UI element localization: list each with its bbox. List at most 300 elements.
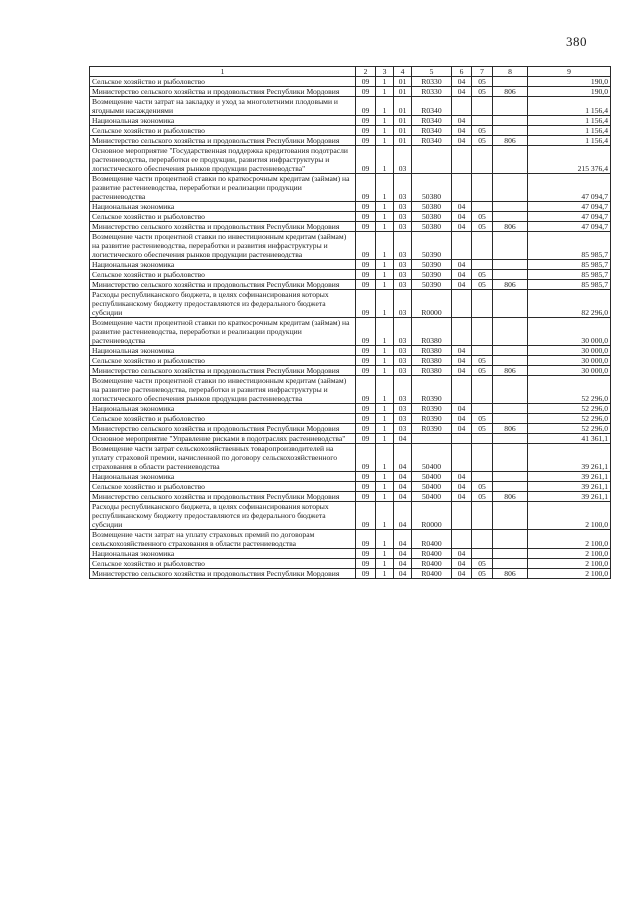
code-direction: R0330 bbox=[412, 87, 452, 97]
code-subprogram: 03 bbox=[394, 212, 412, 222]
code-program: 1 bbox=[376, 530, 394, 549]
code-subprogram: 04 bbox=[394, 569, 412, 579]
code-subsection: 05 bbox=[472, 126, 493, 136]
header-row bbox=[90, 67, 611, 77]
code-ministry: 09 bbox=[356, 126, 376, 136]
code-direction: R0400 bbox=[412, 569, 452, 579]
table-row bbox=[90, 318, 611, 346]
code-program: 1 bbox=[376, 77, 394, 87]
code-expense-type: 806 bbox=[493, 424, 528, 434]
code-expense-type bbox=[493, 502, 528, 530]
column-header: 6 bbox=[452, 67, 472, 77]
code-program: 1 bbox=[376, 97, 394, 116]
row-amount: 30 000,0 bbox=[528, 366, 611, 376]
code-subsection: 05 bbox=[472, 356, 493, 366]
code-ministry: 09 bbox=[356, 174, 376, 202]
row-amount: 2 100,0 bbox=[528, 549, 611, 559]
code-subprogram: 01 bbox=[394, 136, 412, 146]
code-subprogram: 04 bbox=[394, 492, 412, 502]
row-amount: 39 261,1 bbox=[528, 482, 611, 492]
code-subsection bbox=[472, 318, 493, 346]
code-direction: R0340 bbox=[412, 136, 452, 146]
code-ministry: 09 bbox=[356, 260, 376, 270]
code-subsection bbox=[472, 174, 493, 202]
code-subprogram: 03 bbox=[394, 424, 412, 434]
code-program: 1 bbox=[376, 280, 394, 290]
row-name: Министерство сельского хозяйства и продовольствия Республики Мордовия bbox=[90, 569, 356, 579]
row-amount: 47 094,7 bbox=[528, 222, 611, 232]
code-subsection bbox=[472, 502, 493, 530]
code-expense-type bbox=[493, 444, 528, 472]
code-program: 1 bbox=[376, 174, 394, 202]
code-section bbox=[452, 530, 472, 549]
table-row bbox=[90, 366, 611, 376]
code-expense-type bbox=[493, 126, 528, 136]
row-name: Основное мероприятие "Управление рисками в подотраслях растениеводства" bbox=[90, 434, 356, 444]
table-row bbox=[90, 126, 611, 136]
table-row bbox=[90, 434, 611, 444]
code-program: 1 bbox=[376, 482, 394, 492]
code-expense-type bbox=[493, 202, 528, 212]
row-name: Расходы республиканского бюджета, в целях софинансирования которых республиканскому бюджету предоставляются из федерального бюджета субсидии bbox=[90, 502, 356, 530]
code-program: 1 bbox=[376, 318, 394, 346]
code-subsection bbox=[472, 404, 493, 414]
row-name: Возмещение части затрат на уплату страховых премий по договорам сельскохозяйственного страхования в области растениеводства bbox=[90, 530, 356, 549]
column-header: 4 bbox=[394, 67, 412, 77]
row-amount: 30 000,0 bbox=[528, 318, 611, 346]
code-section bbox=[452, 146, 472, 174]
row-name: Сельское хозяйство и рыболовство bbox=[90, 559, 356, 569]
table-row bbox=[90, 77, 611, 87]
code-program: 1 bbox=[376, 492, 394, 502]
code-subsection: 05 bbox=[472, 424, 493, 434]
table-row bbox=[90, 87, 611, 97]
code-direction: R0380 bbox=[412, 318, 452, 346]
code-subprogram: 01 bbox=[394, 126, 412, 136]
code-subprogram: 03 bbox=[394, 232, 412, 260]
code-ministry: 09 bbox=[356, 270, 376, 280]
code-section: 04 bbox=[452, 549, 472, 559]
table-row bbox=[90, 549, 611, 559]
code-direction: 50380 bbox=[412, 222, 452, 232]
code-subprogram: 04 bbox=[394, 444, 412, 472]
row-amount: 85 985,7 bbox=[528, 260, 611, 270]
code-subsection: 05 bbox=[472, 492, 493, 502]
code-section: 04 bbox=[452, 414, 472, 424]
table-row bbox=[90, 346, 611, 356]
code-direction: R0390 bbox=[412, 376, 452, 404]
code-subprogram: 04 bbox=[394, 434, 412, 444]
row-amount: 52 296,0 bbox=[528, 376, 611, 404]
code-section bbox=[452, 290, 472, 318]
table-row bbox=[90, 260, 611, 270]
table-row bbox=[90, 569, 611, 579]
code-section: 04 bbox=[452, 366, 472, 376]
code-direction: R0390 bbox=[412, 404, 452, 414]
code-subsection bbox=[472, 549, 493, 559]
code-section: 04 bbox=[452, 492, 472, 502]
row-name: Национальная экономика bbox=[90, 404, 356, 414]
code-direction: 50400 bbox=[412, 472, 452, 482]
row-name: Сельское хозяйство и рыболовство bbox=[90, 212, 356, 222]
code-subsection bbox=[472, 290, 493, 318]
code-program: 1 bbox=[376, 87, 394, 97]
code-subprogram: 03 bbox=[394, 414, 412, 424]
code-program: 1 bbox=[376, 472, 394, 482]
code-expense-type bbox=[493, 318, 528, 346]
code-ministry: 09 bbox=[356, 280, 376, 290]
row-name: Сельское хозяйство и рыболовство bbox=[90, 126, 356, 136]
code-expense-type bbox=[493, 356, 528, 366]
code-subprogram: 01 bbox=[394, 97, 412, 116]
row-name: Возмещение части затрат сельскохозяйственных товаропроизводителей на уплату страховой премии, начисленной по договору сельскохозяйственного страхования в области растениеводства bbox=[90, 444, 356, 472]
table-row bbox=[90, 492, 611, 502]
code-direction: 50380 bbox=[412, 202, 452, 212]
code-ministry: 09 bbox=[356, 559, 376, 569]
code-section: 04 bbox=[452, 222, 472, 232]
row-amount: 52 296,0 bbox=[528, 404, 611, 414]
code-subprogram: 04 bbox=[394, 559, 412, 569]
code-ministry: 09 bbox=[356, 222, 376, 232]
row-name: Министерство сельского хозяйства и продовольствия Республики Мордовия bbox=[90, 136, 356, 146]
column-header: 3 bbox=[376, 67, 394, 77]
code-section bbox=[452, 97, 472, 116]
code-direction: R0380 bbox=[412, 356, 452, 366]
code-direction: R0330 bbox=[412, 77, 452, 87]
code-expense-type: 806 bbox=[493, 87, 528, 97]
table-row bbox=[90, 212, 611, 222]
row-name: Министерство сельского хозяйства и продовольствия Республики Мордовия bbox=[90, 87, 356, 97]
code-subprogram: 01 bbox=[394, 77, 412, 87]
code-expense-type bbox=[493, 549, 528, 559]
code-direction bbox=[412, 434, 452, 444]
code-direction: 50390 bbox=[412, 232, 452, 260]
code-expense-type bbox=[493, 404, 528, 414]
code-expense-type bbox=[493, 376, 528, 404]
code-expense-type bbox=[493, 346, 528, 356]
row-name: Национальная экономика bbox=[90, 549, 356, 559]
row-name: Расходы республиканского бюджета, в целях софинансирования которых республиканскому бюджету предоставляются из федерального бюджета субсидии bbox=[90, 290, 356, 318]
code-ministry: 09 bbox=[356, 318, 376, 346]
table-row bbox=[90, 559, 611, 569]
code-subprogram: 03 bbox=[394, 404, 412, 414]
code-subsection: 05 bbox=[472, 212, 493, 222]
row-amount: 85 985,7 bbox=[528, 232, 611, 260]
table-row bbox=[90, 404, 611, 414]
code-program: 1 bbox=[376, 549, 394, 559]
code-expense-type bbox=[493, 174, 528, 202]
row-name: Министерство сельского хозяйства и продовольствия Республики Мордовия bbox=[90, 366, 356, 376]
code-direction: 50400 bbox=[412, 482, 452, 492]
table-row bbox=[90, 414, 611, 424]
code-ministry: 09 bbox=[356, 434, 376, 444]
code-expense-type bbox=[493, 434, 528, 444]
row-amount: 47 094,7 bbox=[528, 212, 611, 222]
row-name: Возмещение части процентной ставки по краткосрочным кредитам (займам) на развитие растениеводства, переработки и реализации продукции растениеводства bbox=[90, 318, 356, 346]
code-ministry: 09 bbox=[356, 549, 376, 559]
code-section bbox=[452, 434, 472, 444]
code-section: 04 bbox=[452, 356, 472, 366]
code-direction: R0000 bbox=[412, 502, 452, 530]
code-subsection: 05 bbox=[472, 482, 493, 492]
table-row bbox=[90, 502, 611, 530]
code-section: 04 bbox=[452, 280, 472, 290]
code-ministry: 09 bbox=[356, 376, 376, 404]
column-header: 1 bbox=[90, 67, 356, 77]
code-direction: 50390 bbox=[412, 270, 452, 280]
code-program: 1 bbox=[376, 222, 394, 232]
code-direction: R0400 bbox=[412, 549, 452, 559]
code-section: 04 bbox=[452, 559, 472, 569]
code-expense-type bbox=[493, 414, 528, 424]
row-amount: 1 156,4 bbox=[528, 126, 611, 136]
code-section: 04 bbox=[452, 260, 472, 270]
budget-table bbox=[89, 66, 611, 579]
code-expense-type bbox=[493, 260, 528, 270]
code-subprogram: 01 bbox=[394, 116, 412, 126]
code-subprogram: 03 bbox=[394, 174, 412, 202]
code-section: 04 bbox=[452, 424, 472, 434]
page-number: 380 bbox=[566, 34, 587, 49]
code-program: 1 bbox=[376, 136, 394, 146]
code-program: 1 bbox=[376, 356, 394, 366]
code-program: 1 bbox=[376, 146, 394, 174]
code-subprogram: 03 bbox=[394, 202, 412, 212]
row-name: Сельское хозяйство и рыболовство bbox=[90, 270, 356, 280]
column-header: 8 bbox=[493, 67, 528, 77]
code-subsection: 05 bbox=[472, 559, 493, 569]
code-expense-type bbox=[493, 290, 528, 318]
code-subsection: 05 bbox=[472, 414, 493, 424]
code-ministry: 09 bbox=[356, 116, 376, 126]
code-section bbox=[452, 502, 472, 530]
row-amount: 1 156,4 bbox=[528, 97, 611, 116]
row-name: Министерство сельского хозяйства и продовольствия Республики Мордовия bbox=[90, 222, 356, 232]
row-amount: 1 156,4 bbox=[528, 136, 611, 146]
code-subprogram: 03 bbox=[394, 280, 412, 290]
code-section: 04 bbox=[452, 136, 472, 146]
code-section: 04 bbox=[452, 472, 472, 482]
code-program: 1 bbox=[376, 126, 394, 136]
code-subsection: 05 bbox=[472, 222, 493, 232]
code-ministry: 09 bbox=[356, 136, 376, 146]
code-ministry: 09 bbox=[356, 424, 376, 434]
row-amount: 41 361,1 bbox=[528, 434, 611, 444]
row-name: Национальная экономика bbox=[90, 472, 356, 482]
column-header: 7 bbox=[472, 67, 493, 77]
row-amount: 2 100,0 bbox=[528, 530, 611, 549]
code-subprogram: 04 bbox=[394, 472, 412, 482]
code-subprogram: 03 bbox=[394, 222, 412, 232]
code-expense-type: 806 bbox=[493, 492, 528, 502]
code-ministry: 09 bbox=[356, 87, 376, 97]
code-subprogram: 03 bbox=[394, 366, 412, 376]
code-ministry: 09 bbox=[356, 232, 376, 260]
row-amount: 2 100,0 bbox=[528, 502, 611, 530]
table-row bbox=[90, 356, 611, 366]
code-direction: R0340 bbox=[412, 116, 452, 126]
table-row bbox=[90, 222, 611, 232]
code-expense-type bbox=[493, 116, 528, 126]
code-expense-type: 806 bbox=[493, 280, 528, 290]
code-ministry: 09 bbox=[356, 290, 376, 318]
code-expense-type: 806 bbox=[493, 366, 528, 376]
row-amount: 85 985,7 bbox=[528, 270, 611, 280]
table-row bbox=[90, 146, 611, 174]
row-name: Национальная экономика bbox=[90, 202, 356, 212]
table-row bbox=[90, 174, 611, 202]
row-amount: 215 376,4 bbox=[528, 146, 611, 174]
row-amount: 47 094,7 bbox=[528, 202, 611, 212]
code-subsection: 05 bbox=[472, 270, 493, 280]
row-amount: 39 261,1 bbox=[528, 444, 611, 472]
code-ministry: 09 bbox=[356, 97, 376, 116]
code-subprogram: 04 bbox=[394, 482, 412, 492]
table-row bbox=[90, 482, 611, 492]
code-program: 1 bbox=[376, 434, 394, 444]
row-amount: 39 261,1 bbox=[528, 492, 611, 502]
code-subsection bbox=[472, 202, 493, 212]
code-subprogram: 04 bbox=[394, 549, 412, 559]
table-row bbox=[90, 136, 611, 146]
table-body bbox=[90, 77, 611, 579]
table-row bbox=[90, 97, 611, 116]
code-program: 1 bbox=[376, 444, 394, 472]
code-subsection bbox=[472, 444, 493, 472]
code-direction: 50380 bbox=[412, 174, 452, 202]
code-section: 04 bbox=[452, 404, 472, 414]
code-direction: R0380 bbox=[412, 346, 452, 356]
code-program: 1 bbox=[376, 376, 394, 404]
row-amount: 30 000,0 bbox=[528, 346, 611, 356]
code-ministry: 09 bbox=[356, 346, 376, 356]
row-amount: 47 094,7 bbox=[528, 174, 611, 202]
row-name: Сельское хозяйство и рыболовство bbox=[90, 414, 356, 424]
row-amount: 30 000,0 bbox=[528, 356, 611, 366]
code-subprogram: 03 bbox=[394, 376, 412, 404]
code-expense-type bbox=[493, 97, 528, 116]
code-direction: 50390 bbox=[412, 280, 452, 290]
code-direction: R0380 bbox=[412, 366, 452, 376]
code-ministry: 09 bbox=[356, 356, 376, 366]
code-ministry: 09 bbox=[356, 472, 376, 482]
code-subsection: 05 bbox=[472, 136, 493, 146]
code-section: 04 bbox=[452, 212, 472, 222]
code-expense-type bbox=[493, 559, 528, 569]
code-direction bbox=[412, 146, 452, 174]
code-program: 1 bbox=[376, 202, 394, 212]
code-ministry: 09 bbox=[356, 492, 376, 502]
code-subprogram: 03 bbox=[394, 346, 412, 356]
row-amount: 52 296,0 bbox=[528, 424, 611, 434]
code-program: 1 bbox=[376, 414, 394, 424]
code-subprogram: 04 bbox=[394, 530, 412, 549]
code-direction: 50400 bbox=[412, 492, 452, 502]
table-row bbox=[90, 530, 611, 549]
table-row bbox=[90, 472, 611, 482]
code-section bbox=[452, 174, 472, 202]
code-program: 1 bbox=[376, 346, 394, 356]
row-name: Возмещение части процентной ставки по инвестиционным кредитам (займам) на развитие растениеводства, переработки и развития инфраструктуры и логистического обеспечения рынков продукции растениеводства bbox=[90, 232, 356, 260]
code-section: 04 bbox=[452, 482, 472, 492]
code-program: 1 bbox=[376, 424, 394, 434]
row-name: Министерство сельского хозяйства и продовольствия Республики Мордовия bbox=[90, 492, 356, 502]
code-subprogram: 04 bbox=[394, 502, 412, 530]
code-expense-type bbox=[493, 472, 528, 482]
code-ministry: 09 bbox=[356, 366, 376, 376]
row-name: Министерство сельского хозяйства и продовольствия Республики Мордовия bbox=[90, 424, 356, 434]
code-subsection bbox=[472, 146, 493, 174]
code-program: 1 bbox=[376, 212, 394, 222]
code-section: 04 bbox=[452, 202, 472, 212]
table-row bbox=[90, 232, 611, 260]
code-subsection bbox=[472, 97, 493, 116]
table-row bbox=[90, 280, 611, 290]
code-subprogram: 03 bbox=[394, 290, 412, 318]
code-subsection: 05 bbox=[472, 569, 493, 579]
table-row bbox=[90, 424, 611, 434]
row-name: Национальная экономика bbox=[90, 346, 356, 356]
code-direction: 50380 bbox=[412, 212, 452, 222]
code-expense-type bbox=[493, 232, 528, 260]
row-name: Возмещение части процентной ставки по инвестиционным кредитам (займам) на развитие растениеводства, переработки и развития инфраструктуры и логистического обеспечения рынков продукции растениеводства bbox=[90, 376, 356, 404]
row-name: Основное мероприятие "Государственная поддержка кредитования подотрасли растениеводства, переработки ее продукции, развития инфраструктуры и логистического обеспечения рынков продукции растениеводства" bbox=[90, 146, 356, 174]
code-subprogram: 03 bbox=[394, 270, 412, 280]
code-program: 1 bbox=[376, 569, 394, 579]
row-amount: 85 985,7 bbox=[528, 280, 611, 290]
code-section bbox=[452, 232, 472, 260]
row-name: Министерство сельского хозяйства и продовольствия Республики Мордовия bbox=[90, 280, 356, 290]
code-expense-type: 806 bbox=[493, 136, 528, 146]
code-program: 1 bbox=[376, 260, 394, 270]
code-section bbox=[452, 376, 472, 404]
code-expense-type bbox=[493, 482, 528, 492]
code-subprogram: 03 bbox=[394, 318, 412, 346]
code-section: 04 bbox=[452, 116, 472, 126]
row-name: Национальная экономика bbox=[90, 260, 356, 270]
column-header: 9 bbox=[528, 67, 611, 77]
table-row bbox=[90, 290, 611, 318]
code-direction: R0390 bbox=[412, 424, 452, 434]
row-amount: 2 100,0 bbox=[528, 559, 611, 569]
code-subsection bbox=[472, 232, 493, 260]
code-subprogram: 03 bbox=[394, 146, 412, 174]
code-ministry: 09 bbox=[356, 146, 376, 174]
row-amount: 52 296,0 bbox=[528, 414, 611, 424]
code-expense-type bbox=[493, 212, 528, 222]
code-expense-type bbox=[493, 270, 528, 280]
code-ministry: 09 bbox=[356, 482, 376, 492]
row-name: Сельское хозяйство и рыболовство bbox=[90, 482, 356, 492]
code-program: 1 bbox=[376, 366, 394, 376]
code-subsection bbox=[472, 434, 493, 444]
code-expense-type bbox=[493, 530, 528, 549]
row-name: Возмещение части процентной ставки по краткосрочным кредитам (займам) на развитие растениеводства, переработки и реализации продукции растениеводства bbox=[90, 174, 356, 202]
code-direction: R0340 bbox=[412, 97, 452, 116]
code-direction: R0390 bbox=[412, 414, 452, 424]
code-section: 04 bbox=[452, 346, 472, 356]
row-name: Возмещение части затрат на закладку и уход за многолетними плодовыми и ягодными насаждениями bbox=[90, 97, 356, 116]
code-section: 04 bbox=[452, 77, 472, 87]
code-subsection: 05 bbox=[472, 280, 493, 290]
code-section: 04 bbox=[452, 87, 472, 97]
code-subprogram: 03 bbox=[394, 356, 412, 366]
row-name: Сельское хозяйство и рыболовство bbox=[90, 77, 356, 87]
code-ministry: 09 bbox=[356, 444, 376, 472]
code-ministry: 09 bbox=[356, 502, 376, 530]
code-ministry: 09 bbox=[356, 414, 376, 424]
row-amount: 82 296,0 bbox=[528, 290, 611, 318]
